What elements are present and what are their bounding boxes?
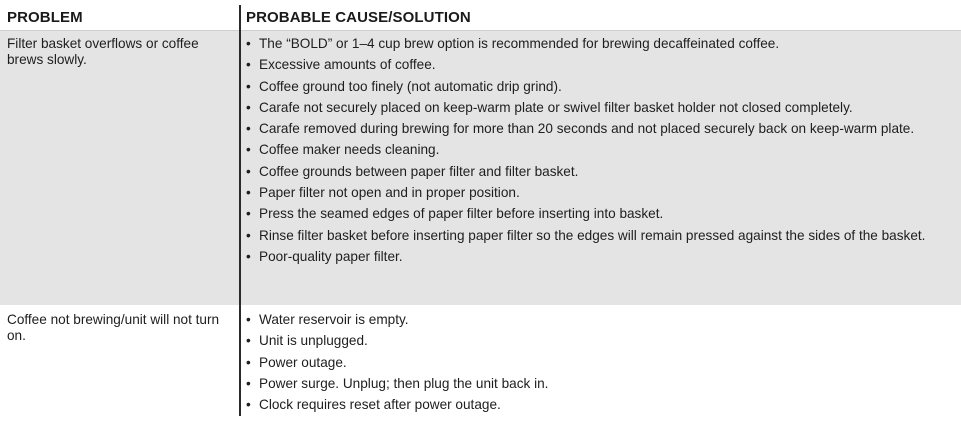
cause-item bbox=[246, 164, 946, 180]
cause-item bbox=[246, 185, 946, 201]
cause-text: Power outage. bbox=[259, 354, 347, 370]
cause-item bbox=[246, 57, 946, 73]
bullet-icon: • bbox=[246, 333, 251, 349]
bullet-icon: • bbox=[246, 121, 251, 137]
cause-item bbox=[246, 142, 946, 158]
cause-text: Rinse filter basket before inserting paper filter so the edges will remain pressed against the sides of the basket. bbox=[259, 227, 926, 243]
cause-text: Unit is unplugged. bbox=[259, 333, 368, 349]
column-divider bbox=[239, 5, 241, 416]
cause-item bbox=[246, 312, 946, 328]
bullet-icon: • bbox=[246, 185, 251, 201]
bullet-icon: • bbox=[246, 78, 251, 94]
bullet-icon: • bbox=[246, 57, 251, 73]
bullet-icon: • bbox=[246, 163, 251, 179]
cause-text: Power surge. Unplug; then plug the unit back in. bbox=[259, 375, 549, 391]
cause-list bbox=[246, 36, 946, 270]
table-row bbox=[0, 31, 961, 307]
cause-text: Paper filter not open and in proper position. bbox=[259, 185, 520, 201]
problem-cell: Coffee not brewing/unit will not turn on. bbox=[7, 312, 220, 343]
bullet-icon: • bbox=[246, 206, 251, 222]
cause-item bbox=[246, 36, 946, 52]
cause-item bbox=[246, 333, 946, 349]
cause-text: Poor-quality paper filter. bbox=[259, 248, 403, 264]
cause-text: Excessive amounts of coffee. bbox=[259, 57, 436, 73]
bullet-icon: • bbox=[246, 312, 251, 327]
cause-text: The “BOLD” or 1–4 cup brew option is recommended for brewing decaffeinated coffee. bbox=[259, 36, 780, 51]
cause-text: Water reservoir is empty. bbox=[259, 312, 409, 327]
bullet-icon: • bbox=[246, 36, 251, 51]
cause-text: Coffee maker needs cleaning. bbox=[259, 142, 440, 158]
problem-column-header: PROBLEM bbox=[7, 9, 83, 26]
cause-text: Carafe not securely placed on keep-warm plate or swivel filter basket holder not closed completely. bbox=[259, 99, 853, 115]
cause-item bbox=[246, 397, 946, 413]
bullet-icon: • bbox=[246, 142, 251, 158]
bullet-icon: • bbox=[246, 99, 251, 115]
cause-column-header: PROBABLE CAUSE/SOLUTION bbox=[246, 9, 471, 26]
cause-text: Press the seamed edges of paper filter before inserting into basket. bbox=[259, 206, 664, 222]
table-header bbox=[0, 0, 961, 31]
bullet-icon: • bbox=[246, 248, 251, 264]
table-row bbox=[0, 307, 961, 423]
cause-item bbox=[246, 228, 946, 244]
problem-cell: Filter basket overflows or coffee brews slowly. bbox=[7, 36, 199, 67]
cause-text: Carafe removed during brewing for more than 20 seconds and not placed securely back on keep-warm plate. bbox=[259, 121, 915, 137]
bullet-icon: • bbox=[246, 227, 251, 243]
cause-item bbox=[246, 100, 946, 116]
cause-text: Clock requires reset after power outage. bbox=[259, 397, 501, 413]
cause-text: Coffee ground too finely (not automatic drip grind). bbox=[259, 78, 562, 94]
bullet-icon: • bbox=[246, 397, 251, 413]
cause-item bbox=[246, 249, 946, 265]
cause-text: Coffee grounds between paper filter and filter basket. bbox=[259, 163, 579, 179]
bullet-icon: • bbox=[246, 375, 251, 391]
cause-list bbox=[246, 312, 946, 418]
bullet-icon: • bbox=[246, 354, 251, 370]
cause-item bbox=[246, 79, 946, 95]
cause-item bbox=[246, 355, 946, 371]
cause-item bbox=[246, 206, 946, 222]
cause-item bbox=[246, 376, 946, 392]
cause-item bbox=[246, 121, 946, 137]
